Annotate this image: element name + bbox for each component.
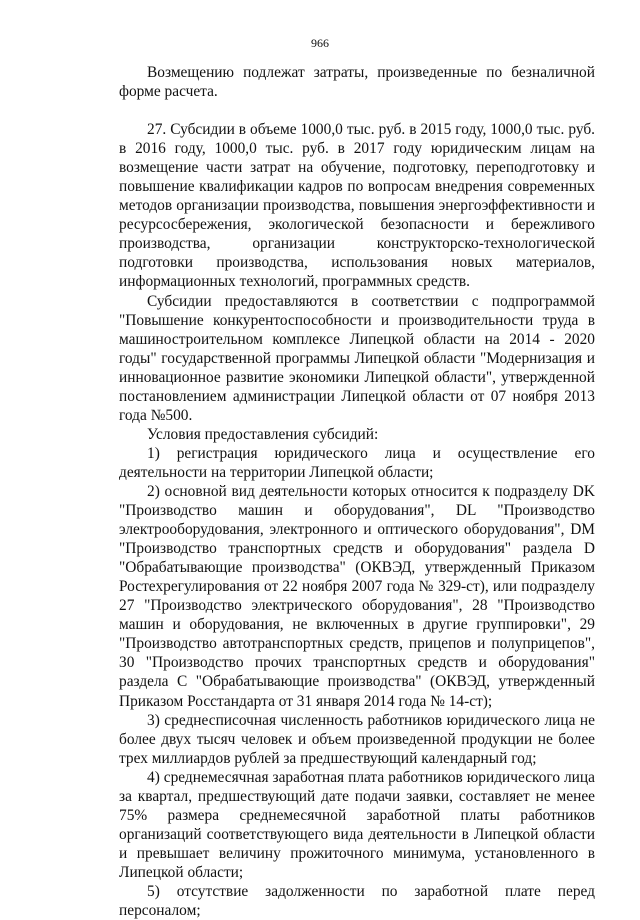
paragraph-spacer [119,101,595,120]
condition-item-3: 3) среднесписочная численность работников юридического лица не более двух тысяч человек и объем произведенной продукции не более трех миллиардов рублей за предшествующий календарный год; [119,711,595,767]
condition-item-1: 1) регистрация юридического лица и осуществление его деятельности на территории Липецкой области; [119,444,595,481]
condition-item-4: 4) среднемесячная заработная плата работников юридического лица за квартал, предшествующий дате подачи заявки, составляет не менее 75% размера среднемесячной заработной платы работников организаций соответствующего вида деятельности в Липецкой области и превышает величину прожиточного минимума, установленного в Липецкой области; [119,768,595,881]
paragraph-reimbursement-note: Возмещению подлежат затраты, произведенные по безналичной форме расчета. [119,64,595,101]
paragraph-conditions-heading: Условия предоставления субсидий: [147,425,379,443]
paragraph-subsidy-basis: Субсидии предоставляются в соответствии с подпрограммой "Повышение конкурентоспособности и производительности труда в машиностроительном комплексе Липецкой области на 2014 - 2020 годы" государственной программы Липецкой области "Модернизация и инновационное развитие экономики Липецкой области", утвержденной постановлением администрации Липецкой области от 07 ноября 2013 года №500. [119,292,595,424]
condition-item-5: 5) отсутствие задолженности по заработной плате перед персоналом; [119,882,595,920]
paragraph-item-27: 27. Субсидии в объеме 1000,0 тыс. руб. в 2015 году, 1000,0 тыс. руб. в 2016 году, 1000,0 тыс. руб. в 2017 году юридическим лицам на возмещение части затрат на обучение, подготовку, переподготовку и повышение квалификации кадров по вопросам внедрения современных методов организации производства, повышения энергоэффективности и ресурсосбережения, экологической безопасности и бережливого производства, организации конструкторско-технологической подготовки производства, использования новых материалов, информационных технологий, программных средств. [119,121,595,291]
condition-item-2: 2) основной вид деятельности которых относится к подразделу DK "Производство машин и оборудования", DL "Производство электрооборудования, электронного и оптического оборудования", DM "Производство транспортных средств и оборудования" раздела D "Обрабатывающие производства" (ОКВЭД, утвержденный Приказом Ростехрегулирования от 22 ноября 2007 года № 329-ст), или подразделу 27 "Производство электрического оборудования", 28 "Производство машин и оборудования, не включенных в другие группировки", 29 "Производство автотранспортных средств, прицепов и полуприцепов", 30 "Производство прочих транспортных средств и оборудования" раздела С "Обрабатывающие производства" (ОКВЭД, утвержденный Приказом Росстандарта от 31 января 2014 года № 14-ст); [119,482,595,710]
document-body [119,63,595,920]
page-number: 966 [311,36,329,50]
